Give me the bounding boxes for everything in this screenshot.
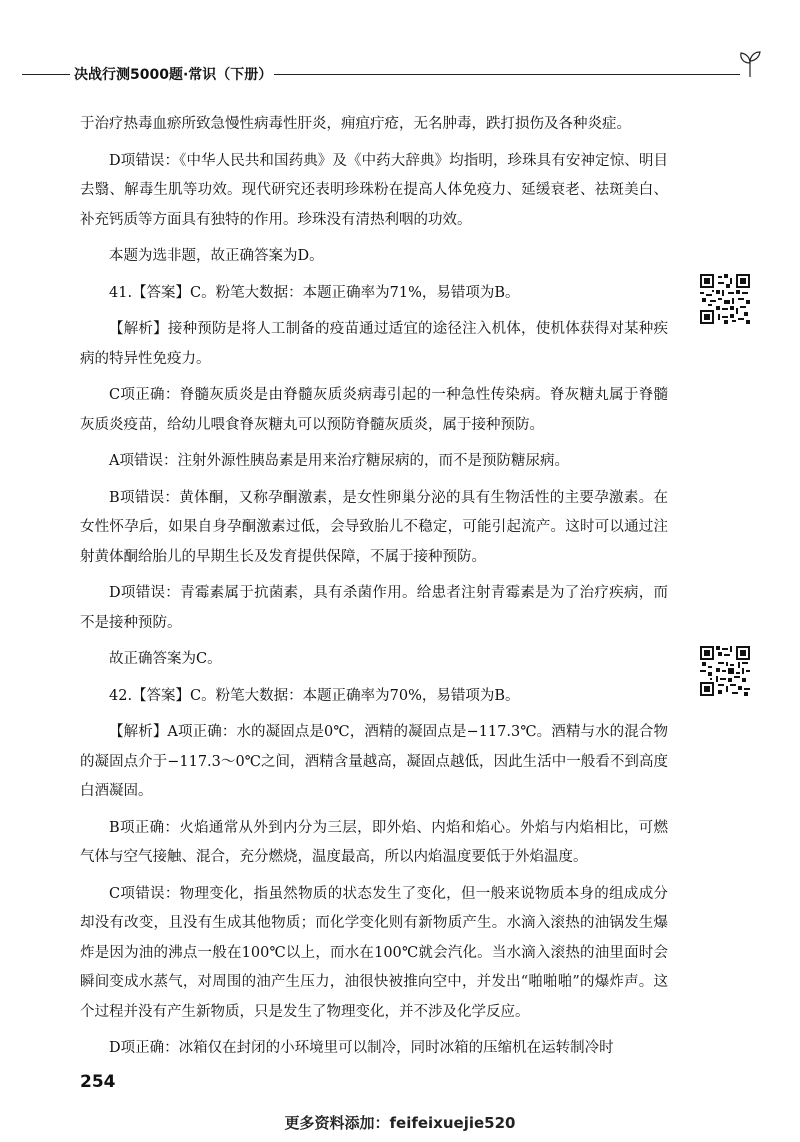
paragraph: D项错误：青霉素属于抗菌素，具有杀菌作用。给患者注射青霉素是为了治疗疾病，而不是接种预防。 <box>80 585 668 631</box>
sprout-icon <box>738 50 762 78</box>
answer-41: 41.【答案】C。粉笔大数据：本题正确率为71%，易错项为B。 <box>109 284 520 301</box>
running-header <box>0 56 800 86</box>
footer-note: 更多资料添加：feifeixuejie520 <box>284 1114 516 1132</box>
qr-code-icon[interactable] <box>700 646 750 696</box>
qr-code-icon[interactable] <box>700 274 750 324</box>
paragraph: C项正确：脊髓灰质炎是由脊髓灰质炎病毒引起的一种急性传染病。脊灰糖丸属于脊髓灰质炎疫苗，给幼儿喂食脊灰糖丸可以预防脊髓灰质炎，属于接种预防。 <box>80 387 668 433</box>
paragraph: 本题为选非题，故正确答案为D。 <box>109 248 324 264</box>
paragraph: 于治疗热毒血瘀所致急慢性病毒性肝炎，痈疽疔疮，无名肿毒，跌打损伤及各种炎症。 <box>80 116 631 132</box>
paragraph: A项错误：注射外源性胰岛素是用来治疗糖尿病的，而不是预防糖尿病。 <box>109 453 569 469</box>
book-title: 决战行测5000题·常识（下册） <box>74 67 273 83</box>
paragraph: 故正确答案为C。 <box>109 651 222 667</box>
answer-42: 42.【答案】C。粉笔大数据：本题正确率为70%，易错项为B。 <box>109 687 520 704</box>
page-body <box>80 110 668 1071</box>
header-rule-left <box>22 74 70 75</box>
paragraph: C项错误：物理变化，指虽然物质的状态发生了变化，但一般来说物质本身的组成成分却没有改变，且没有生成其他物质；而化学变化则有新物质产生。水滴入滚热的油锅发生爆炸是因为油的沸点一般在100℃以上，而水在100℃就会汽化。当水滴入滚热的油里面时会瞬间变成水蒸气，对周围的油产生压力，油很快被推向空中，并发出“啪啪啪”的爆炸声。这个过程并没有产生新物质，只是发生了物理变化，并不涉及化学反应。 <box>80 885 668 1020</box>
header-rule-right <box>274 74 740 75</box>
paragraph: D项错误：《中华人民共和国药典》及《中药大辞典》均指明，珍珠具有安神定惊、明目去翳、解毒生肌等功效。现代研究还表明珍珠粉在提高人体免疫力、延缓衰老、祛斑美白、补充钙质等方面具有独特的作用。珍珠没有清热利咽的功效。 <box>80 152 668 228</box>
paragraph: D项正确：冰箱仅在封闭的小环境里可以制冷，同时冰箱的压缩机在运转制冷时 <box>109 1040 614 1056</box>
paragraph: 【解析】接种预防是将人工制备的疫苗通过适宜的途径注入机体，使机体获得对某种疾病的特异性免疫力。 <box>80 321 668 367</box>
paragraph: B项错误：黄体酮，又称孕酮激素，是女性卵巢分泌的具有生物活性的主要孕激素。在女性怀孕后，如果自身孕酮激素过低，会导致胎儿不稳定，可能引起流产。这时可以通过注射黄体酮给胎儿的早期生长及发育提供保障，不属于接种预防。 <box>80 489 668 565</box>
page-number: 254 <box>80 1072 116 1092</box>
paragraph: 【解析】A项正确：水的凝固点是0℃，酒精的凝固点是−117.3℃。酒精与水的混合物的凝固点介于−117.3～0℃之间，酒精含量越高，凝固点越低，因此生活中一般看不到高度白酒凝固。 <box>80 724 668 799</box>
paragraph: B项正确：火焰通常从外到内分为三层，即外焰、内焰和焰心。外焰与内焰相比，可燃气体与空气接触、混合，充分燃烧，温度最高，所以内焰温度要低于外焰温度。 <box>80 819 668 865</box>
